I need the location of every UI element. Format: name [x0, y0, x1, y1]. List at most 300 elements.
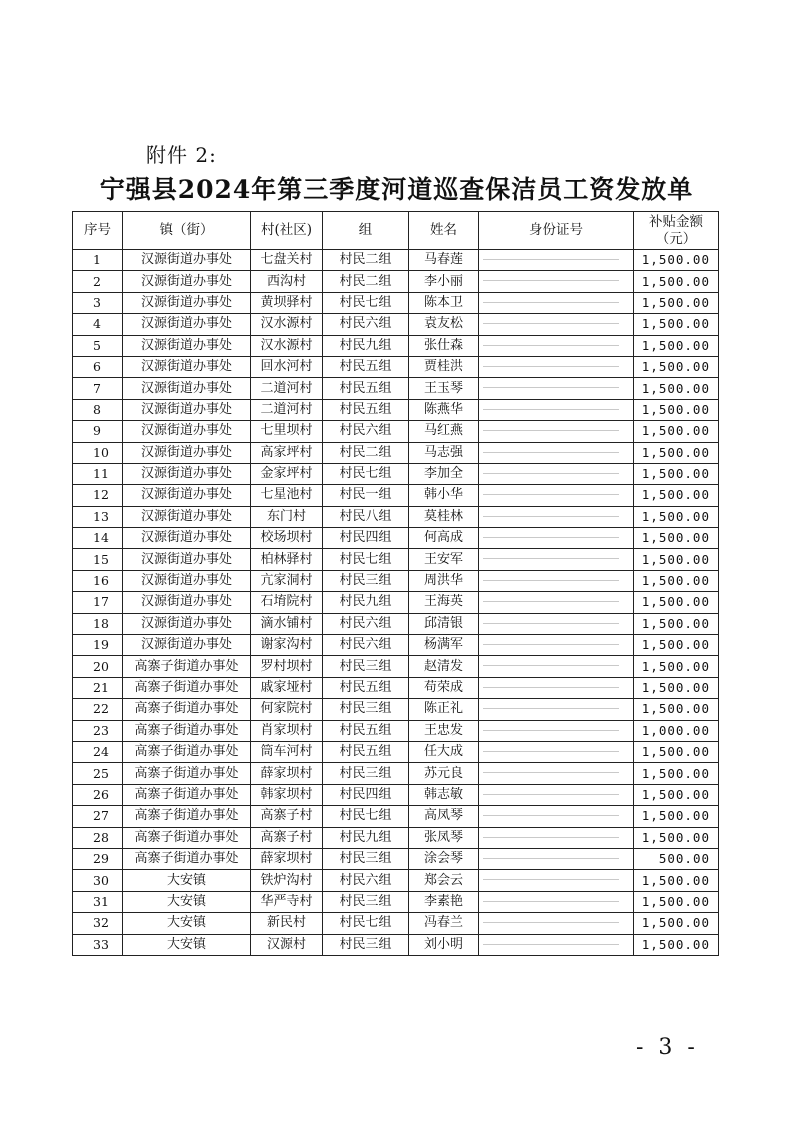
row-group: 村民四组 — [323, 784, 409, 805]
row-name: 马志强 — [409, 442, 479, 463]
row-amount: 1,000.00 — [634, 720, 719, 741]
row-name: 涂会琴 — [409, 848, 479, 869]
row-village: 亢家洞村 — [251, 570, 323, 591]
redaction-mark — [483, 537, 619, 538]
redaction-mark — [483, 302, 619, 303]
row-id-number — [479, 271, 634, 292]
row-amount: 1,500.00 — [634, 314, 719, 335]
table-row — [73, 656, 719, 677]
row-name: 张仕森 — [409, 335, 479, 356]
row-town: 高寨子街道办事处 — [123, 677, 251, 698]
page-number: - 3 - — [636, 1035, 699, 1060]
redaction-mark — [483, 879, 619, 880]
redaction-mark — [483, 473, 619, 474]
row-village: 滴水铺村 — [251, 613, 323, 634]
row-name: 王海英 — [409, 592, 479, 613]
redaction-mark — [483, 665, 619, 666]
redaction-mark — [483, 452, 619, 453]
row-id-number — [479, 613, 634, 634]
row-town: 大安镇 — [123, 870, 251, 891]
table-row — [73, 848, 719, 869]
row-group: 村民三组 — [323, 848, 409, 869]
row-id-number — [479, 677, 634, 698]
row-group: 村民六组 — [323, 613, 409, 634]
row-group: 村民七组 — [323, 463, 409, 484]
row-village: 校场坝村 — [251, 528, 323, 549]
row-name: 陈燕华 — [409, 399, 479, 420]
row-id-number — [479, 549, 634, 570]
row-group: 村民五组 — [323, 741, 409, 762]
row-seq: 18 — [73, 613, 123, 634]
row-seq: 2 — [73, 271, 123, 292]
row-name: 李加全 — [409, 463, 479, 484]
row-name: 冯春兰 — [409, 913, 479, 934]
row-name: 高凤琴 — [409, 806, 479, 827]
row-seq: 9 — [73, 421, 123, 442]
row-amount: 1,500.00 — [634, 827, 719, 848]
row-id-number — [479, 848, 634, 869]
row-town: 汉源街道办事处 — [123, 635, 251, 656]
row-seq: 31 — [73, 891, 123, 912]
row-id-number — [479, 913, 634, 934]
row-town: 汉源街道办事处 — [123, 314, 251, 335]
row-town: 高寨子街道办事处 — [123, 720, 251, 741]
row-name: 袁友松 — [409, 314, 479, 335]
row-id-number — [479, 592, 634, 613]
row-name: 韩志敏 — [409, 784, 479, 805]
redaction-mark — [483, 366, 619, 367]
row-village: 高家坪村 — [251, 442, 323, 463]
table-row — [73, 356, 719, 377]
row-group: 村民五组 — [323, 677, 409, 698]
header-village: 村(社区) — [251, 212, 323, 250]
row-amount: 1,500.00 — [634, 699, 719, 720]
table-row — [73, 763, 719, 784]
row-seq: 12 — [73, 485, 123, 506]
row-amount: 1,500.00 — [634, 485, 719, 506]
row-name: 韩小华 — [409, 485, 479, 506]
header-name: 姓名 — [409, 212, 479, 250]
redaction-mark — [483, 516, 619, 517]
row-village: 谢家沟村 — [251, 635, 323, 656]
row-seq: 15 — [73, 549, 123, 570]
row-name: 李小丽 — [409, 271, 479, 292]
row-group: 村民三组 — [323, 656, 409, 677]
attachment-label: 附件 2: — [146, 143, 217, 167]
row-group: 村民三组 — [323, 891, 409, 912]
row-id-number — [479, 806, 634, 827]
row-group: 村民八组 — [323, 506, 409, 527]
row-town: 高寨子街道办事处 — [123, 699, 251, 720]
row-town: 汉源街道办事处 — [123, 485, 251, 506]
row-amount: 1,500.00 — [634, 442, 719, 463]
row-name: 刘小明 — [409, 934, 479, 955]
redaction-mark — [483, 430, 619, 431]
row-amount: 1,500.00 — [634, 806, 719, 827]
row-name: 赵清发 — [409, 656, 479, 677]
row-town: 汉源街道办事处 — [123, 399, 251, 420]
row-amount: 1,500.00 — [634, 891, 719, 912]
row-name: 任大成 — [409, 741, 479, 762]
row-amount: 500.00 — [634, 848, 719, 869]
row-village: 东门村 — [251, 506, 323, 527]
table-row — [73, 463, 719, 484]
redaction-mark — [483, 944, 619, 945]
row-amount: 1,500.00 — [634, 913, 719, 934]
row-amount: 1,500.00 — [634, 506, 719, 527]
row-town: 汉源街道办事处 — [123, 421, 251, 442]
row-seq: 3 — [73, 292, 123, 313]
table-row — [73, 613, 719, 634]
row-amount: 1,500.00 — [634, 271, 719, 292]
header-subsidy-line2: （元） — [655, 230, 697, 247]
row-id-number — [479, 763, 634, 784]
row-seq: 14 — [73, 528, 123, 549]
row-name: 王玉琴 — [409, 378, 479, 399]
row-village: 汉水源村 — [251, 335, 323, 356]
row-id-number — [479, 891, 634, 912]
row-group: 村民七组 — [323, 806, 409, 827]
row-town: 高寨子街道办事处 — [123, 806, 251, 827]
row-amount: 1,500.00 — [634, 463, 719, 484]
redaction-mark — [483, 922, 619, 923]
header-id-number: 身份证号 — [479, 212, 634, 250]
row-town: 大安镇 — [123, 891, 251, 912]
row-group: 村民五组 — [323, 720, 409, 741]
row-amount: 1,500.00 — [634, 549, 719, 570]
redaction-mark — [483, 901, 619, 902]
row-village: 韩家坝村 — [251, 784, 323, 805]
table-row — [73, 806, 719, 827]
table-row — [73, 870, 719, 891]
row-village: 何家院村 — [251, 699, 323, 720]
row-town: 大安镇 — [123, 934, 251, 955]
row-amount: 1,500.00 — [634, 421, 719, 442]
row-seq: 29 — [73, 848, 123, 869]
redaction-mark — [483, 280, 619, 281]
row-seq: 10 — [73, 442, 123, 463]
row-id-number — [479, 870, 634, 891]
row-name: 张凤琴 — [409, 827, 479, 848]
row-seq: 19 — [73, 635, 123, 656]
redaction-mark — [483, 858, 619, 859]
row-seq: 1 — [73, 250, 123, 271]
table-row — [73, 549, 719, 570]
row-amount: 1,500.00 — [634, 635, 719, 656]
row-id-number — [479, 699, 634, 720]
row-group: 村民三组 — [323, 763, 409, 784]
row-town: 汉源街道办事处 — [123, 506, 251, 527]
row-seq: 21 — [73, 677, 123, 698]
table-row — [73, 592, 719, 613]
row-town: 汉源街道办事处 — [123, 463, 251, 484]
row-village: 铁炉沟村 — [251, 870, 323, 891]
row-group: 村民六组 — [323, 421, 409, 442]
redaction-mark — [483, 751, 619, 752]
table-row — [73, 784, 719, 805]
row-town: 汉源街道办事处 — [123, 250, 251, 271]
row-seq: 33 — [73, 934, 123, 955]
row-seq: 24 — [73, 741, 123, 762]
row-amount: 1,500.00 — [634, 335, 719, 356]
row-group: 村民七组 — [323, 292, 409, 313]
row-village: 金家坪村 — [251, 463, 323, 484]
row-village: 二道河村 — [251, 399, 323, 420]
table-row — [73, 720, 719, 741]
row-name: 杨满军 — [409, 635, 479, 656]
row-name: 周洪华 — [409, 570, 479, 591]
row-amount: 1,500.00 — [634, 356, 719, 377]
header-seq: 序号 — [73, 212, 123, 250]
table-row — [73, 913, 719, 934]
row-group: 村民九组 — [323, 335, 409, 356]
row-seq: 11 — [73, 463, 123, 484]
row-id-number — [479, 292, 634, 313]
row-id-number — [479, 356, 634, 377]
row-town: 汉源街道办事处 — [123, 528, 251, 549]
row-village: 西沟村 — [251, 271, 323, 292]
document-title: 宁强县2024年第三季度河道巡查保洁员工资发放单 — [99, 175, 694, 204]
row-village: 华严寺村 — [251, 891, 323, 912]
row-village: 柏林驿村 — [251, 549, 323, 570]
table-row — [73, 335, 719, 356]
row-seq: 7 — [73, 378, 123, 399]
row-amount: 1,500.00 — [634, 613, 719, 634]
row-group: 村民七组 — [323, 549, 409, 570]
table-row — [73, 570, 719, 591]
row-name: 邱清银 — [409, 613, 479, 634]
row-amount: 1,500.00 — [634, 528, 719, 549]
table-row — [73, 506, 719, 527]
row-id-number — [479, 635, 634, 656]
row-group: 村民五组 — [323, 356, 409, 377]
row-seq: 28 — [73, 827, 123, 848]
row-id-number — [479, 335, 634, 356]
row-seq: 27 — [73, 806, 123, 827]
row-id-number — [479, 250, 634, 271]
row-amount: 1,500.00 — [634, 934, 719, 955]
row-seq: 23 — [73, 720, 123, 741]
row-village: 石堉院村 — [251, 592, 323, 613]
redaction-mark — [483, 730, 619, 731]
row-group: 村民五组 — [323, 399, 409, 420]
redaction-mark — [483, 623, 619, 624]
row-town: 高寨子街道办事处 — [123, 827, 251, 848]
table-row — [73, 934, 719, 955]
payroll-table — [72, 211, 719, 956]
row-group: 村民四组 — [323, 528, 409, 549]
row-village: 薛家坝村 — [251, 848, 323, 869]
row-name: 莫桂林 — [409, 506, 479, 527]
redaction-mark — [483, 580, 619, 581]
row-seq: 30 — [73, 870, 123, 891]
redaction-mark — [483, 837, 619, 838]
row-seq: 32 — [73, 913, 123, 934]
redaction-mark — [483, 387, 619, 388]
row-id-number — [479, 741, 634, 762]
row-seq: 17 — [73, 592, 123, 613]
row-town: 汉源街道办事处 — [123, 570, 251, 591]
row-town: 大安镇 — [123, 913, 251, 934]
row-amount: 1,500.00 — [634, 870, 719, 891]
table-row — [73, 271, 719, 292]
row-id-number — [479, 570, 634, 591]
row-seq: 8 — [73, 399, 123, 420]
redaction-mark — [483, 644, 619, 645]
row-town: 汉源街道办事处 — [123, 335, 251, 356]
row-amount: 1,500.00 — [634, 570, 719, 591]
table-row — [73, 442, 719, 463]
header-subsidy — [634, 212, 719, 250]
row-town: 汉源街道办事处 — [123, 356, 251, 377]
row-group: 村民三组 — [323, 934, 409, 955]
row-id-number — [479, 506, 634, 527]
row-name: 苟荣成 — [409, 677, 479, 698]
table-row — [73, 827, 719, 848]
table-row — [73, 891, 719, 912]
row-group: 村民七组 — [323, 913, 409, 934]
row-village: 七里坝村 — [251, 421, 323, 442]
row-group: 村民三组 — [323, 570, 409, 591]
row-seq: 16 — [73, 570, 123, 591]
row-amount: 1,500.00 — [634, 656, 719, 677]
row-group: 村民二组 — [323, 271, 409, 292]
redaction-mark — [483, 772, 619, 773]
row-amount: 1,500.00 — [634, 763, 719, 784]
table-row — [73, 635, 719, 656]
row-town: 汉源街道办事处 — [123, 549, 251, 570]
table-row — [73, 741, 719, 762]
row-village: 肖家坝村 — [251, 720, 323, 741]
row-village: 七盘关村 — [251, 250, 323, 271]
row-group: 村民六组 — [323, 635, 409, 656]
row-town: 汉源街道办事处 — [123, 592, 251, 613]
row-seq: 25 — [73, 763, 123, 784]
row-name: 王忠发 — [409, 720, 479, 741]
row-town: 高寨子街道办事处 — [123, 784, 251, 805]
header-subsidy-line1: 补贴金额 — [649, 213, 703, 230]
redaction-mark — [483, 494, 619, 495]
redaction-mark — [483, 601, 619, 602]
row-group: 村民二组 — [323, 442, 409, 463]
row-amount: 1,500.00 — [634, 292, 719, 313]
row-town: 高寨子街道办事处 — [123, 848, 251, 869]
row-town: 汉源街道办事处 — [123, 442, 251, 463]
row-village: 回水河村 — [251, 356, 323, 377]
row-group: 村民五组 — [323, 378, 409, 399]
row-group: 村民九组 — [323, 592, 409, 613]
row-seq: 20 — [73, 656, 123, 677]
redaction-mark — [483, 708, 619, 709]
row-amount: 1,500.00 — [634, 592, 719, 613]
row-name: 郑会云 — [409, 870, 479, 891]
row-village: 汉源村 — [251, 934, 323, 955]
row-name: 马春莲 — [409, 250, 479, 271]
redaction-mark — [483, 558, 619, 559]
redaction-mark — [483, 687, 619, 688]
row-id-number — [479, 720, 634, 741]
row-name: 陈正礼 — [409, 699, 479, 720]
row-village: 高寨子村 — [251, 827, 323, 848]
row-seq: 4 — [73, 314, 123, 335]
row-seq: 22 — [73, 699, 123, 720]
row-id-number — [479, 934, 634, 955]
row-town: 高寨子街道办事处 — [123, 741, 251, 762]
header-group: 组 — [323, 212, 409, 250]
table-row — [73, 250, 719, 271]
row-id-number — [479, 528, 634, 549]
row-village: 七星池村 — [251, 485, 323, 506]
table-row — [73, 677, 719, 698]
row-village: 薛家坝村 — [251, 763, 323, 784]
row-town: 高寨子街道办事处 — [123, 656, 251, 677]
table-row — [73, 378, 719, 399]
row-name: 苏元良 — [409, 763, 479, 784]
table-header-row — [73, 212, 719, 250]
row-seq: 13 — [73, 506, 123, 527]
row-village: 罗村坝村 — [251, 656, 323, 677]
row-name: 马红燕 — [409, 421, 479, 442]
row-seq: 6 — [73, 356, 123, 377]
row-id-number — [479, 463, 634, 484]
row-amount: 1,500.00 — [634, 677, 719, 698]
row-id-number — [479, 442, 634, 463]
row-id-number — [479, 399, 634, 420]
row-town: 汉源街道办事处 — [123, 292, 251, 313]
row-group: 村民六组 — [323, 314, 409, 335]
row-amount: 1,500.00 — [634, 250, 719, 271]
row-town: 汉源街道办事处 — [123, 378, 251, 399]
row-amount: 1,500.00 — [634, 784, 719, 805]
row-village: 筒车河村 — [251, 741, 323, 762]
redaction-mark — [483, 345, 619, 346]
row-group: 村民二组 — [323, 250, 409, 271]
row-id-number — [479, 314, 634, 335]
row-group: 村民一组 — [323, 485, 409, 506]
table-row — [73, 314, 719, 335]
table-row — [73, 485, 719, 506]
row-id-number — [479, 421, 634, 442]
row-name: 何高成 — [409, 528, 479, 549]
row-id-number — [479, 485, 634, 506]
table-row — [73, 699, 719, 720]
row-group: 村民六组 — [323, 870, 409, 891]
redaction-mark — [483, 794, 619, 795]
row-village: 汉水源村 — [251, 314, 323, 335]
table-row — [73, 528, 719, 549]
table-row — [73, 421, 719, 442]
table-row — [73, 292, 719, 313]
row-group: 村民三组 — [323, 699, 409, 720]
row-id-number — [479, 378, 634, 399]
redaction-mark — [483, 409, 619, 410]
redaction-mark — [483, 259, 619, 260]
row-seq: 26 — [73, 784, 123, 805]
row-amount: 1,500.00 — [634, 741, 719, 762]
row-name: 李素艳 — [409, 891, 479, 912]
row-village: 高寨子村 — [251, 806, 323, 827]
row-town: 汉源街道办事处 — [123, 271, 251, 292]
row-village: 二道河村 — [251, 378, 323, 399]
header-town: 镇（街） — [123, 212, 251, 250]
table-row — [73, 399, 719, 420]
row-village: 戚家垭村 — [251, 677, 323, 698]
row-name: 贾桂洪 — [409, 356, 479, 377]
row-town: 高寨子街道办事处 — [123, 763, 251, 784]
row-seq: 5 — [73, 335, 123, 356]
redaction-mark — [483, 815, 619, 816]
row-village: 黄坝驿村 — [251, 292, 323, 313]
